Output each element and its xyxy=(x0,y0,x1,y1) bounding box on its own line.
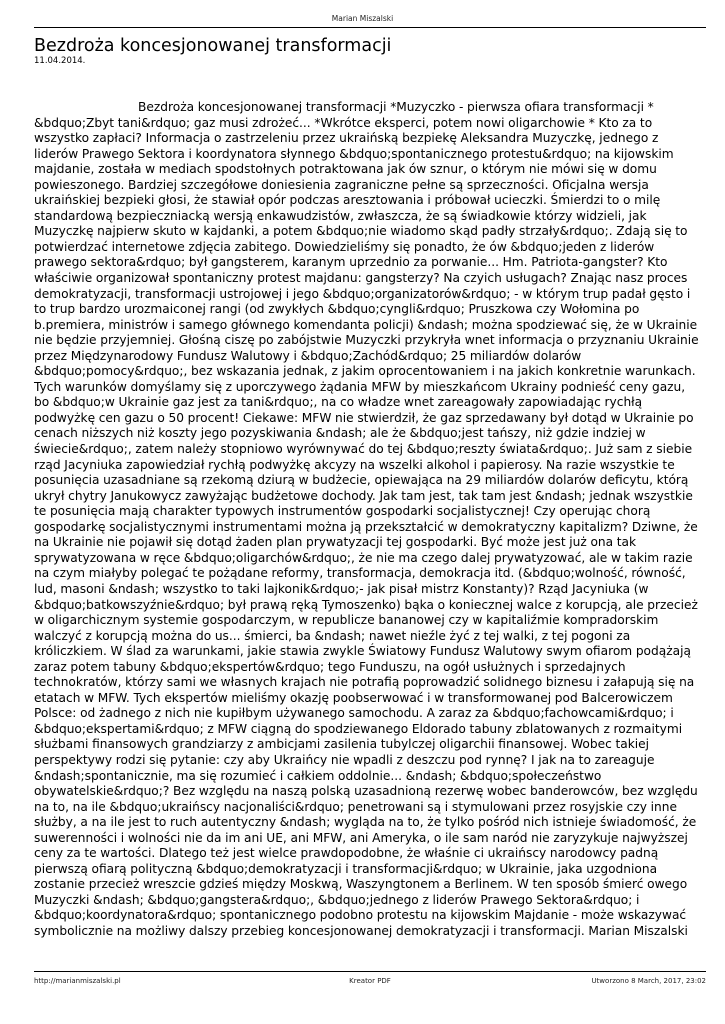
article-date: 11.04.2014. xyxy=(34,56,86,66)
footer xyxy=(34,977,706,989)
article-body: Bezdroża koncesjonowanej transformacji *Muzyczko - pierwsza ofiara transformacji * &bdquo;Zbyt tani&rdquo; gaz musi zdrożeć... *Wkrótce eksperci, potem nowi oligarchowie * Kto za to wszystko zapłaci? Informacja o zastrzeleniu przez ukraińską bezpiekę Aleksandra Muzyczkę, jednego z liderów Prawego Sektora i koordynatora słynnego &bdquo;spontanicznego protestu&rdquo; na kijowskim majdanie, została w mediach spodstołnych potraktowana jak ów sznur, o którym nie mówi się w domu powieszonego. Bardziej szczegółowe doniesienia zagraniczne pełne są sprzeczności. Oficjalna wersja ukraińskiej bezpieki głosi, że stawiał opór podczas aresztowania i próbował ucieczki. Śmierdzi to o milę standardową bezpieczniacką wersją enkawudzistów, zwłaszcza, że są świadkowie którzy widzieli, jak Muzyczkę najpierw skuto w kajdanki, a potem &bdquo;nie wiadomo skąd padły strzały&rdquo;. Zdają się to potwierdzać internetowe zdjęcia zabitego. Dowiedzieliśmy się ponadto, że ów &bdquo;jeden z liderów prawego sektora&rdquo; był gangsterem, karanym uprzednio za porwanie... Hm. Patriota-gangster? Kto właściwie organizował spontaniczny protest majdanu: gangsterzy? Na czyich usługach? Znając nasz proces demokratyzacji, transformacji ustrojowej i jego &bdquo;organizatorów&rdquo; - w którym trup padał gęsto i to trup bardzo urozmaiconej rangi (od zwykłych &bdquo;cyngli&rdquo; Pruszkowa czy Wołomina po b.premiera, ministrów i samego głównego komendanta policji) &ndash; można spodziewać się, że w Ukrainie nie będzie przyjemniej. Głośną ciszę po zabójstwie Muzyczki przykryła wnet informacja o przyznaniu Ukrainie przez Międzynarodowy Fundusz Walutowy i &bdquo;Zachód&rdquo; 25 miliardów dolarów &bdquo;pomocy&rdquo;, bez wskazania jednak, z jakim oprocentowaniem i na jakich konkretnie warunkach. Tych warunków domyślamy się z uporczywego żądania MFW by mieszkańcom Ukrainy podnieść ceny gazu, bo &bdquo;w Ukrainie gaz jest za tani&rdquo;, na co władze wnet zareagowały zapowiadając rychłą podwyżkę cen gazu o 50 procent! Ciekawe: MFW nie stwierdził, że gaz sprzedawany był dotąd w Ukrainie po cenach niższych niż koszty jego pozyskiwania &ndash; ale że &bdquo;jest tańszy, niż gdzie indziej w świecie&rdquo;, zatem należy stopniowo wyrównywać do tej &bdquo;reszty świata&rdquo;. Już sam z siebie rząd Jacyniuka zapowiedział rychłą podwyżkę akcyzy na wszelki alkohol i papierosy. Na razie wszystkie te posunięcia uzasadniane są rzekomą dziurą w budżecie, opiewająca na 29 miliardów dolarów deficytu, którą ukrył chytry Janukowycz zawyżając budżetowe dochody. Jak tam jest, tak tam jest &ndash; jednak wszystkie te posunięcia mają charakter typowych instrumentów gospodarki socjalistycznej! Czy operując chorą gospodarkę socjalistycznymi instrumentami można ją przekształcić w demokratyczny kapitalizm? Dziwne, że na Ukrainie nie pojawił się dotąd żaden plan prywatyzacji tej gospodarki. Być może jest już ona tak sprywatyzowana w ręce &bdquo;oligarchów&rdquo;, że nie ma czego dalej prywatyzować, ale w takim razie na czym miałyby polegać te pożądane reformy, transformacja, demokracja itd. (&bdquo;wolność, równość, lud, masoni &ndash; wszystko to taki lajkonik&rdquo;- jak pisał mistrz Konstanty)? Rząd Jacyniuka (w &bdquo;batkowszyźnie&rdquo; był prawą ręką Tymoszenko) bąka o koniecznej walce z korupcją, ale przecież w oligarchicznym systemie gospodarczym, w republicze bananowej czy w kapitaliźmie kompradorskim walczyć z korupcją można do us... śmierci, ba &ndash; nawet nieźle żyć z tej walki, z tej pogoni za króliczkiem. W ślad za warunkami, jakie stawia zwykle Światowy Fundusz Walutowy swym ofiarom podążają zaraz potem tabuny &bdquo;ekspertów&rdquo; tego Funduszu, na ogół usłużnych i sprzedajnych technokratów, którzy sami we własnych krajach nie potrafią poprowadzić solidnego biznesu i załapują się na etatach w MFW. Tych ekspertów mieliśmy okazję poobserwować i w transformowanej pod Balcerowiczem Polsce: od żadnego z nich nie kupiłbym używanego samochodu. A zaraz za &bdquo;fachowcami&rdquo; i &bdquo;ekspertami&rdquo; z MFW ciągną do spodziewanego Eldorado tabuny zblatowanych z rozmaitymi służbami finansowych grandziarzy z ambicjami zasilenia tubylczej oligarchii finansowej. Wobec takiej perspektywy rodzi się pytanie: czy aby Ukraińcy nie wpadli z deszczu pod rynnę? I jak na to zareaguje &ndash;spontanicznie, ma się rozumieć i całkiem oddolnie... &ndash; &bdquo;społeczeństwo obywatelskie&rdquo;? Bez względu na naszą polską uzasadnioną rezerwę wobec banderowców, bez względu na to, na ile &bdquo;ukraińscy nacjonaliści&rdquo; penetrowani są i stymulowani przez rosyjskie czy inne służby, a na ile jest to ruch autentyczny &ndash; wygląda na to, że tylko pośród nich istnieje świadomość, że suwerenności i wolności nie da im ani UE, ani MFW, ani Ameryka, o ile sam naród nie zaryzykuje najwyższej ceny za te wartości. Dlatego też jest wielce prawdopodobne, że właśnie ci ukraińscy narodowcy padną pierwszą ofiarą polityczną &bdquo;demokratyzacji i transformacji&rdquo; w Ukrainie, jaka uzgodniona zostanie przecież wreszcie gdzieś między Moskwą, Waszyngtonem a Berlinem. W ten sposób śmierć owego Muzyczki &ndash; &bdquo;gangstera&rdquo;, &bdquo;jednego z liderów Prawego Sektora&rdquo; i &bdquo;koordynatora&rdquo; spontanicznego podobno protestu na kijowskim Majdanie - może wskazywać symbolicznie na możliwy dalszy przebieg koncesjonowanej demokratyzacji i transformacji. Marian Miszalski xyxy=(34,100,699,938)
footer-url-link[interactable]: http://marianmiszalski.pl xyxy=(34,977,121,985)
footer-created-date: Utworzono 8 March, 2017, 23:02 xyxy=(591,977,706,985)
header-divider xyxy=(34,27,706,28)
footer-generator: Kreator PDF xyxy=(349,977,391,985)
footer-divider xyxy=(34,971,706,972)
article-title: Bezdroża koncesjonowanej transformacji xyxy=(34,36,392,56)
header-author: Marian Miszalski xyxy=(331,14,394,23)
